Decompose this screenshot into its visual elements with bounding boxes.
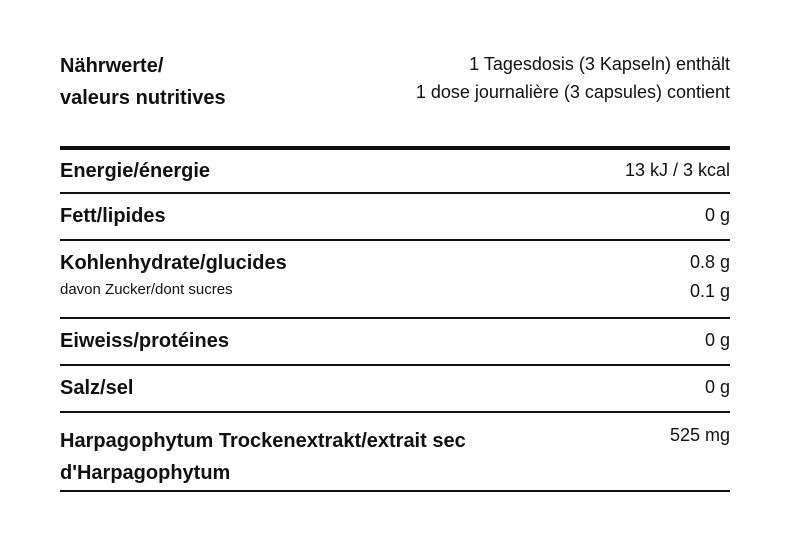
table-row-protein (60, 319, 730, 366)
table-header (60, 50, 730, 142)
nutrition-table (60, 50, 730, 492)
title-line-2: valeurs nutritives (60, 87, 226, 109)
carbs-line (60, 252, 730, 275)
serving-line-2: 1 dose journalière (3 capsules) contient (415, 82, 730, 102)
row-value: 13 kJ / 3 kcal (624, 160, 730, 180)
row-value: 0 g (704, 330, 730, 350)
row-label: Energie/énergie (60, 160, 211, 182)
row-value: 0.1 g (689, 281, 730, 301)
serving-info (416, 50, 730, 142)
table-row-extract (60, 413, 730, 492)
row-value: 0 g (704, 377, 730, 397)
row-value: 525 mg (669, 425, 730, 445)
row-label: Eiweiss/protéines (60, 330, 229, 352)
table-row-salt (60, 366, 730, 413)
table-row-carbs (60, 241, 730, 319)
serving-line-1: 1 Tagesdosis (3 Kapseln) enthält (469, 54, 730, 74)
table-title (60, 50, 226, 142)
row-value: 0.8 g (689, 252, 730, 272)
title-line-1: Nährwerte/ (60, 55, 164, 77)
table-row-energy (60, 150, 730, 194)
row-label: Salz/sel (60, 377, 134, 399)
row-sublabel: davon Zucker/dont sucres (60, 281, 233, 298)
row-label: Fett/lipides (60, 205, 166, 227)
sugar-line (60, 281, 730, 302)
row-label: Harpagophytum Trockenextrakt/extrait sec d'Harpagophytum (60, 430, 466, 484)
table-row-fat (60, 194, 730, 241)
row-label: Kohlenhydrate/glucides (60, 252, 287, 274)
row-value: 0 g (704, 205, 730, 225)
